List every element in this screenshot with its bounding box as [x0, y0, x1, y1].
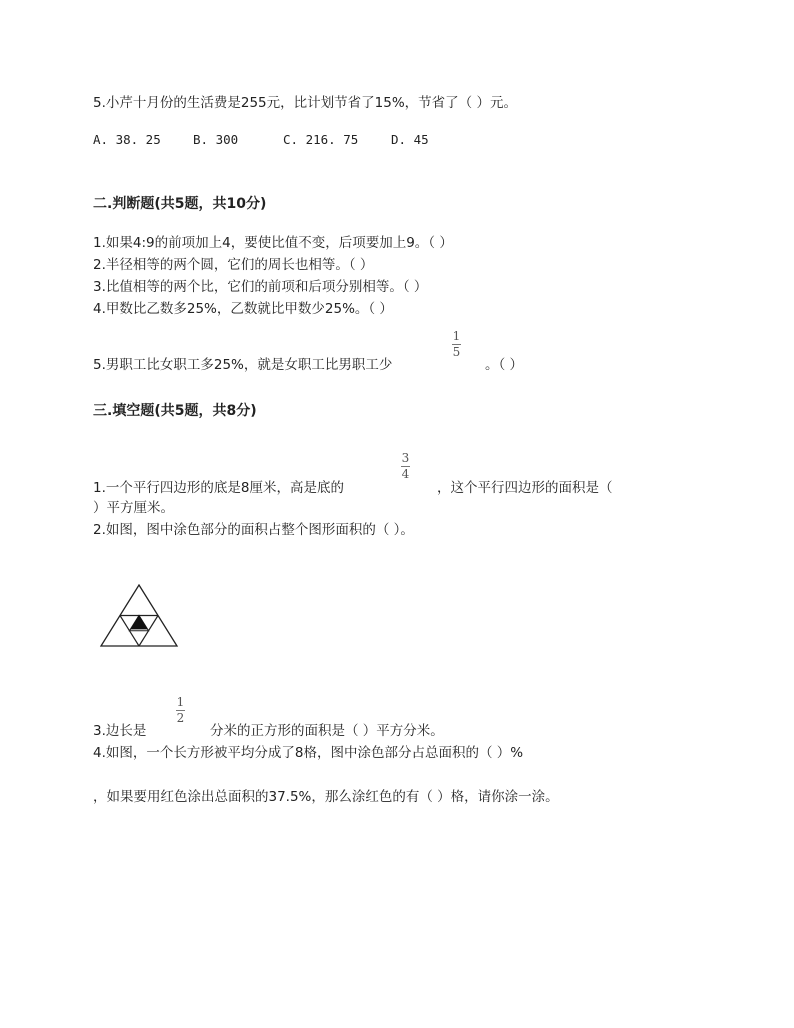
fraction-denominator: 5 — [452, 345, 461, 359]
option-b: B. 300 — [193, 132, 239, 147]
fraction-numerator: 3 — [401, 451, 410, 465]
shaded-triangle — [131, 616, 147, 630]
section-3-title: 三.填空题(共5题，共8分) — [93, 403, 257, 419]
fill-item-4-line2: ，如果要用红色涂出总面积的37.5%，那么涂红色的有（ ）格，请你涂一涂。 — [93, 789, 559, 805]
fraction-three-quarters — [401, 452, 410, 481]
question-5-text: 5.小芹十月份的生活费是255元，比计划节省了15%，节省了（ ）元。 — [93, 95, 517, 111]
fill-item-3-after: 分米的正方形的面积是（ ）平方分米。 — [210, 723, 444, 739]
fill-item-1-after: ，这个平行四边形的面积是（ — [437, 480, 613, 496]
nested-triangle-figure — [99, 584, 179, 648]
fraction-one-half — [176, 696, 185, 725]
tf-item-5-before: 5.男职工比女职工多25%，就是女职工比男职工少 — [93, 357, 393, 373]
fraction-numerator: 1 — [176, 695, 185, 709]
fill-item-1-before: 1.一个平行四边形的底是8厘米，高是底的 — [93, 480, 344, 496]
fraction-denominator: 2 — [176, 711, 185, 725]
tf-item-1: 1.如果4:9的前项加上4，要使比值不变，后项要加上9。（ ） — [93, 235, 453, 251]
tf-item-3: 3.比值相等的两个比，它们的前项和后项分别相等。（ ） — [93, 279, 428, 295]
tf-item-5-after: 。（ ） — [485, 357, 524, 373]
option-d: D. 45 — [391, 132, 429, 147]
fraction-numerator: 1 — [452, 329, 461, 343]
option-c: C. 216. 75 — [283, 132, 359, 147]
section-2-title: 二.判断题(共5题，共10分) — [93, 196, 267, 212]
fill-item-1-line2: ）平方厘米。 — [93, 500, 174, 516]
fill-item-2: 2.如图，图中涂色部分的面积占整个图形面积的（ ）。 — [93, 522, 414, 538]
tf-item-4: 4.甲数比乙数多25%，乙数就比甲数少25%。（ ） — [93, 301, 393, 317]
fill-item-3-before: 3.边长是 — [93, 723, 147, 739]
fraction-one-fifth — [452, 330, 461, 359]
fill-item-4: 4.如图，一个长方形被平均分成了8格，图中涂色部分占总面积的（ ）% — [93, 745, 524, 761]
tf-item-2: 2.半径相等的两个圆，它们的周长也相等。（ ） — [93, 257, 374, 273]
fraction-denominator: 4 — [401, 467, 410, 481]
option-a: A. 38. 25 — [93, 132, 161, 147]
